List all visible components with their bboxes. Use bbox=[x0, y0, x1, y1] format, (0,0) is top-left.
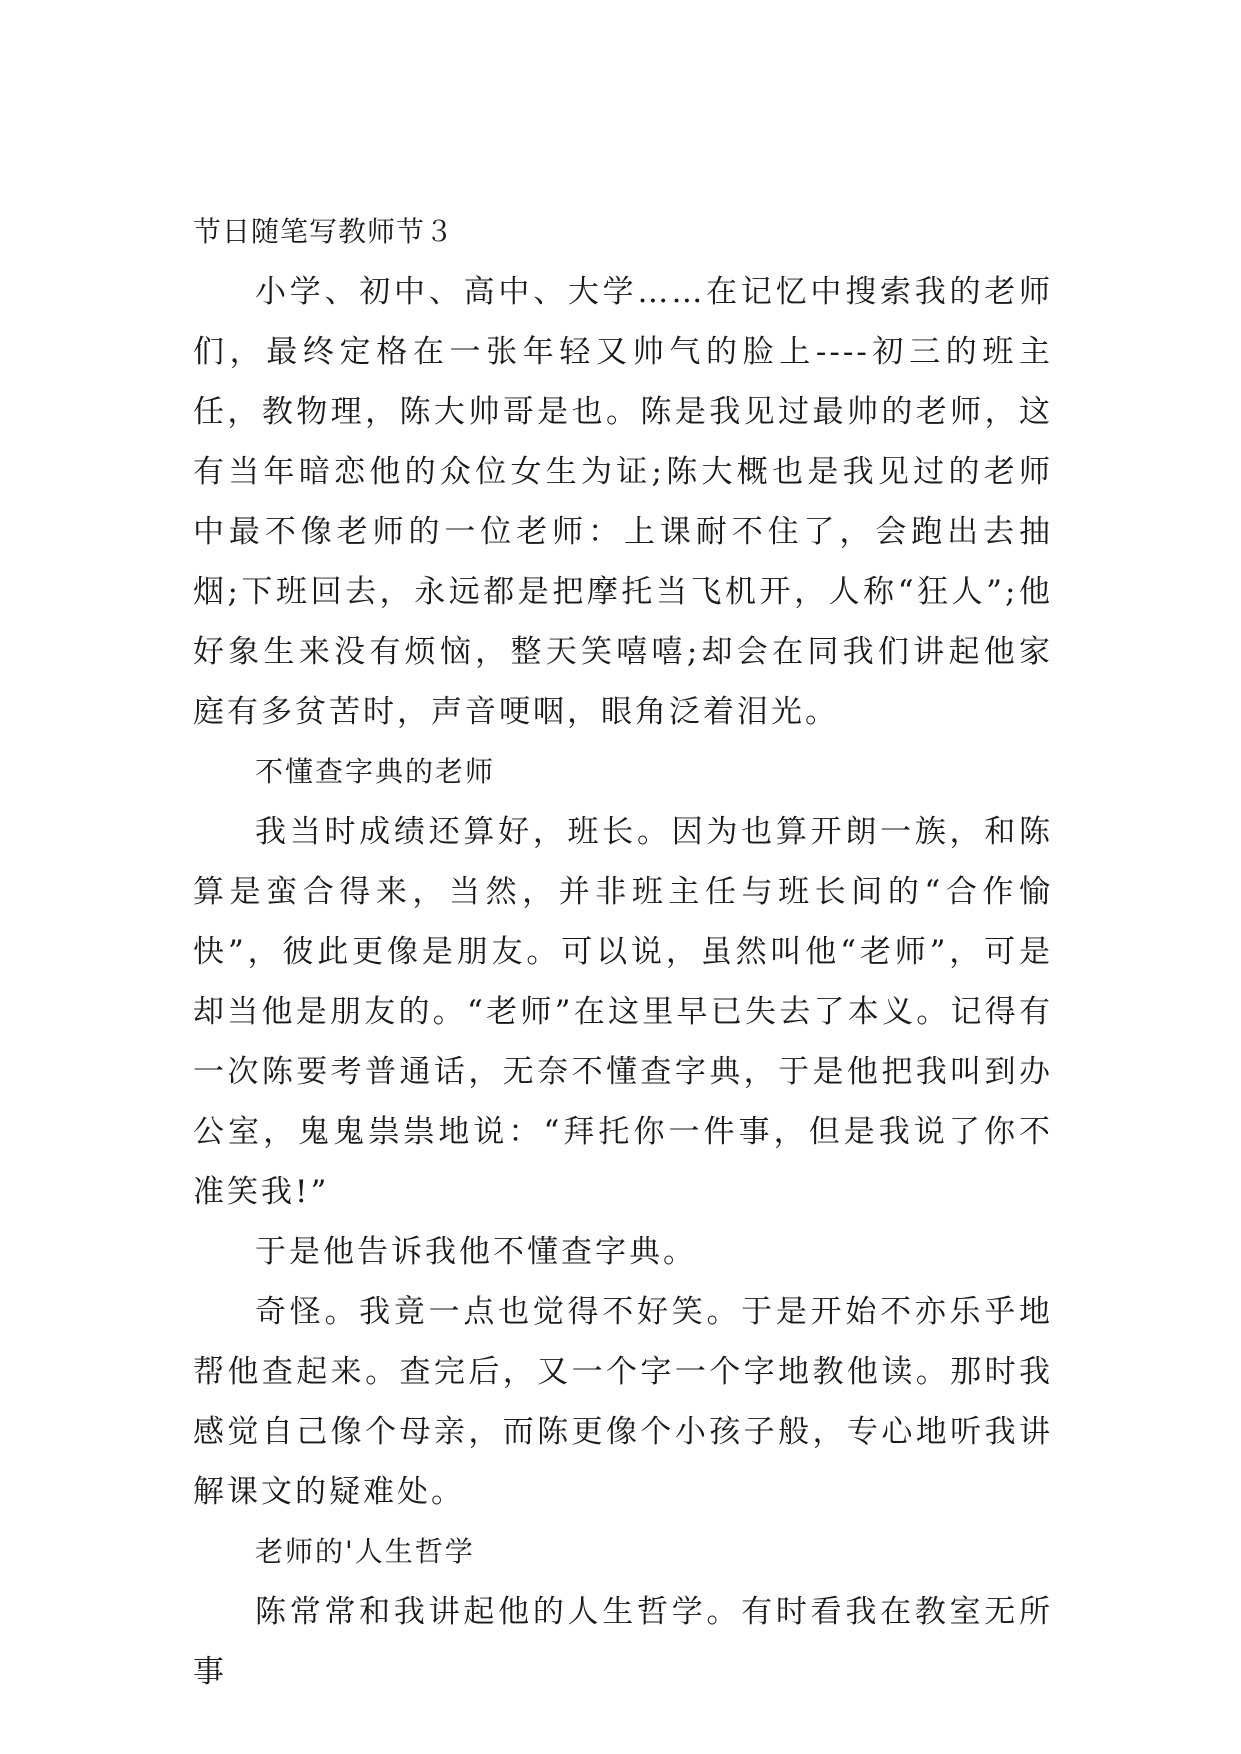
paragraph-confession: 于是他告诉我他不懂查字典。 bbox=[255, 1234, 697, 1270]
section-heading-philosophy: 老师的'人生哲学 bbox=[255, 1535, 475, 1568]
section-heading-dictionary: 不懂查字典的老师 bbox=[255, 755, 496, 788]
document-body bbox=[193, 202, 1053, 1702]
document-title: 节日随笔写教师节３ bbox=[193, 215, 455, 248]
paragraph-class-monitor: 我当时成绩还算好，班长。因为也算开朗一族，和陈算是蛮合得来，当然，并非班主任与班长间的“合作愉快”，彼此更像是朋友。可以说，虽然叫他“老师”，可是却当他是朋友的。“老师”在这里早已失去了本义。记得有一次陈要考普通话，无奈不懂查字典，于是他把我叫到办公室，鬼鬼祟祟地说：“拜托你一件事，但是我说了你不准笑我!” bbox=[193, 814, 1053, 1210]
paragraph-philosophy: 陈常常和我讲起他的人生哲学。有时看我在教室无所事 bbox=[193, 1594, 1053, 1690]
paragraph-teaching: 奇怪。我竟一点也觉得不好笑。于是开始不亦乐乎地帮他查起来。查完后，又一个字一个字地教他读。那时我感觉自己像个母亲，而陈更像个小孩子般，专心地听我讲解课文的疑难处。 bbox=[193, 1294, 1053, 1510]
paragraph-intro: 小学、初中、高中、大学……在记忆中搜索我的老师们，最终定格在一张年轻又帅气的脸上----初三的班主任，教物理，陈大帅哥是也。陈是我见过最帅的老师，这有当年暗恋他的众位女生为证;陈大概也是我见过的老师中最不像老师的一位老师：上课耐不住了，会跑出去抽烟;下班回去，永远都是把摩托当飞机开，人称“狂人”;他好象生来没有烦恼，整天笑嘻嘻;却会在同我们讲起他家庭有多贫苦时，声音哽咽，眼角泛着泪光。 bbox=[193, 274, 1053, 730]
